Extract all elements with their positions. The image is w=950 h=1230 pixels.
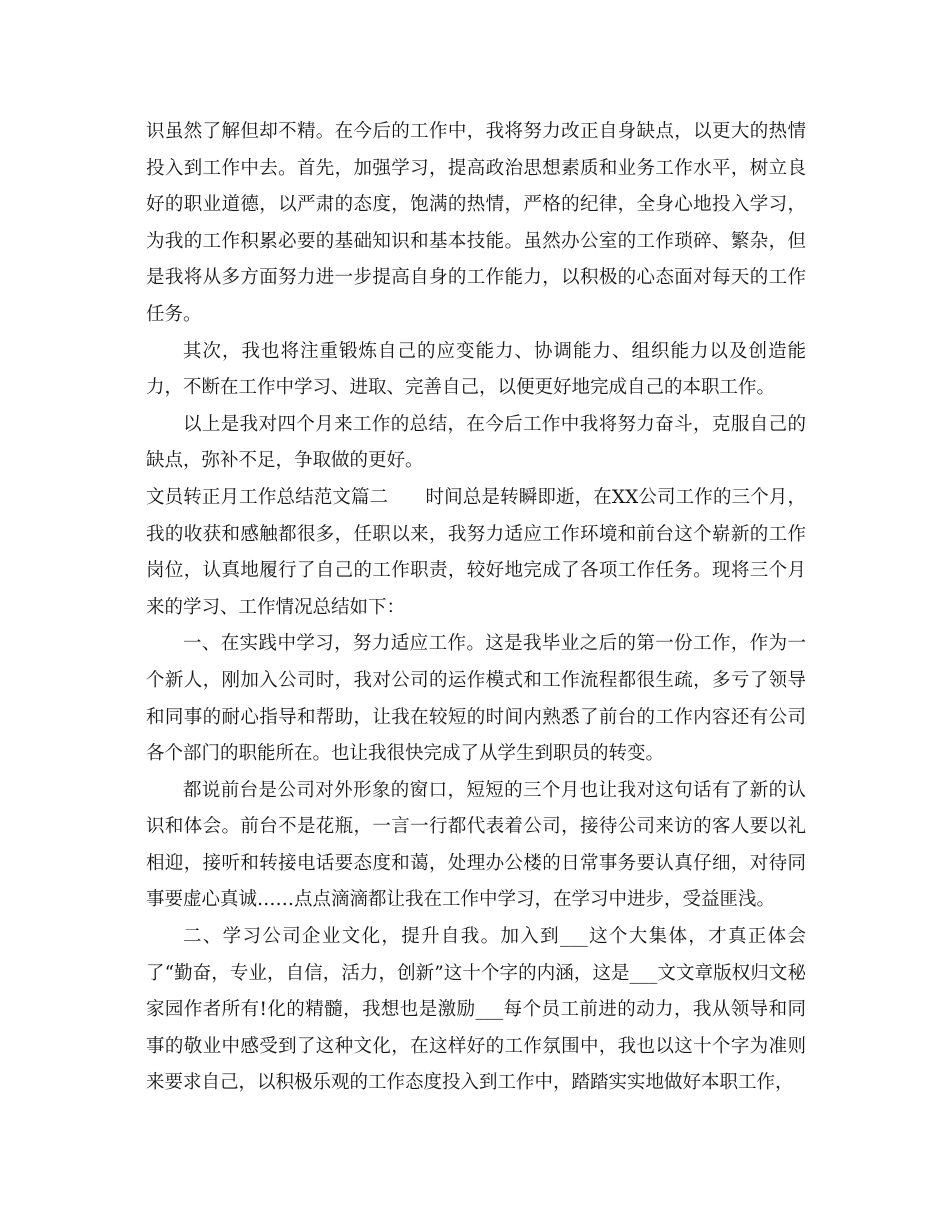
paragraph-point-one: 一、在实践中学习，努力适应工作。这是我毕业之后的第一份工作，作为一个新人，刚加入公司时，我对公司的运作模式和工作流程都很生疏，多亏了领导和同事的耐心指导和帮助，让我在较短的时间内熟悉了前台的工作内容还有公司各个部门的职能所在。也让我很快完成了从学生到职员的转变。 [146,633,806,765]
section-heading-paragraph: 文员转正月工作总结范文篇二 时间总是转瞬即逝，在XX公司工作的三个月，我的收获和感触都很多，任职以来，我努力适应工作环境和前台这个崭新的工作岗位，认真地履行了自己的工作职责，较好地完成了各项工作任务。现将三个月来的学习、工作情况总结如下： [146,486,806,618]
paragraph-summary-closing: 以上是我对四个月来工作的总结，在今后工作中我将努力奋斗，克服自己的缺点，弥补不足，争取做的更好。 [146,413,806,472]
paragraph-continued: 识虽然了解但却不精。在今后的工作中，我将努力改正自身缺点，以更大的热情投入到工作中去。首先，加强学习，提高政治思想素质和业务工作水平，树立良好的职业道德，以严肃的态度，饱满的热情，严格的纪律，全身心地投入学习，为我的工作积累必要的基础知识和基本技能。虽然办公室的工作琐碎、繁杂，但是我将从多方面努力进一步提高自身的工作能力，以积极的心态面对每天的工作任务。 [146,121,806,325]
paragraph-front-desk: 都说前台是公司对外形象的窗口，短短的三个月也让我对这句话有了新的认识和体会。前台不是花瓶，一言一行都代表着公司，接待公司来访的客人要以礼相迎，接听和转接电话要态度和蔼，处理办公楼的日常事务要认真仔细，对待同事要虚心真诚……点点滴滴都让我在工作中学习，在学习中进步，受益匪浅。 [146,779,806,911]
paragraph-second-improvement: 其次，我也将注重锻炼自己的应变能力、协调能力、组织能力以及创造能力，不断在工作中学习、进取、完善自己，以便更好地完成自己的本职工作。 [146,340,806,399]
document-body [146,114,806,1102]
paragraph-point-two: 二、学习公司企业文化，提升自我。加入到___这个大集体，才真正体会了“勤奋，专业，自信，活力，创新”这十个字的内涵，这是___文文章版权归文秘家园作者所有!化的精髓，我想也是激励___每个员工前进的动力，我从领导和同事的敬业中感受到了这种文化，在这样好的工作氛围中，我也以这十个字为准则来要求自己，以积极乐观的工作态度投入到工作中，踏踏实实地做好本职工作， [146,926,806,1094]
